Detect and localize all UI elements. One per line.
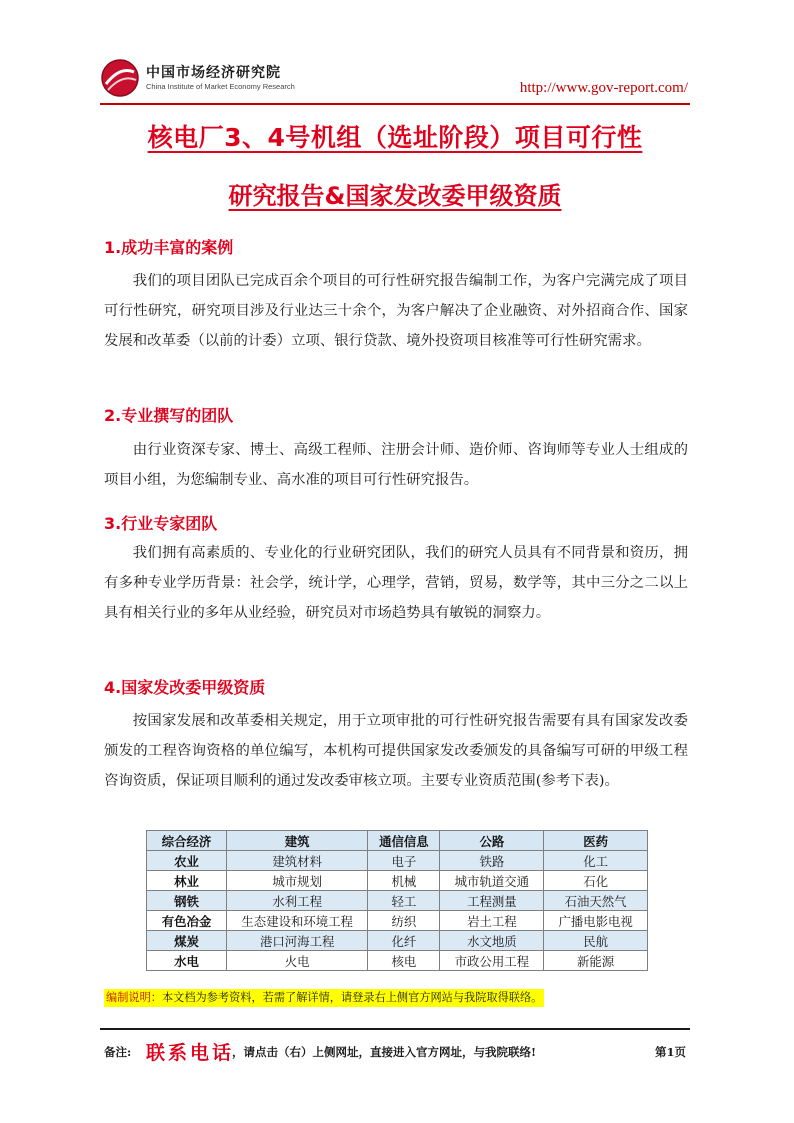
table-cell: 纺织 bbox=[368, 911, 440, 931]
table-cell: 机械 bbox=[368, 871, 440, 891]
table-cell: 有色冶金 bbox=[147, 911, 227, 931]
section-body-qualification: 按国家发展和改革委相关规定，用于立项审批的可行性研究报告需要有具有国家发改委颁发的工程咨询资格的单位编写，本机构可提供国家发改委颁发的具备编写可研的甲级工程咨询资质，保证项目顺利的通过发改委审核立项。主要专业资质范围(参考下表)。 bbox=[104, 713, 688, 789]
table-row bbox=[147, 891, 648, 911]
table-cell: 水电 bbox=[147, 951, 227, 971]
table-cell: 新能源 bbox=[544, 951, 648, 971]
table-row bbox=[147, 851, 648, 871]
table-cell: 核电 bbox=[368, 951, 440, 971]
footer-divider bbox=[100, 1028, 690, 1030]
table-header-cell: 建筑 bbox=[227, 831, 368, 851]
table-header-cell: 综合经济 bbox=[147, 831, 227, 851]
footer-remark-label: 备注: bbox=[104, 1045, 132, 1059]
compile-note bbox=[104, 989, 544, 1007]
table-row bbox=[147, 951, 648, 971]
table-header-cell: 通信信息 bbox=[368, 831, 440, 851]
section-heading-team: 2.专业撰写的团队 bbox=[104, 406, 234, 425]
document-title-line-1: 核电厂3、4号机组（选址阶段）项目可行性 bbox=[147, 123, 643, 152]
institute-name-cn: 中国市场经济研究院 bbox=[146, 65, 281, 81]
qualification-table bbox=[146, 830, 648, 971]
table-row bbox=[147, 931, 648, 951]
table-cell: 建筑材料 bbox=[227, 851, 368, 871]
contact-phone-link[interactable]: 联系电话 bbox=[146, 1042, 235, 1064]
table-header-cell: 医药 bbox=[544, 831, 648, 851]
table-cell: 港口河海工程 bbox=[227, 931, 368, 951]
table-cell: 石油天然气 bbox=[544, 891, 648, 911]
section-body-team: 由行业资深专家、博士、高级工程师、注册会计师、造价师、咨询师等专业人士组成的项目小组，为您编制专业、高水准的项目可行性研究报告。 bbox=[104, 442, 688, 488]
section-heading-cases: 1.成功丰富的案例 bbox=[104, 238, 234, 257]
compile-note-text: 本文档为参考资料，若需了解详情，请登录右上侧官方网站与我院取得联络。 bbox=[161, 991, 543, 1004]
table-row bbox=[147, 911, 648, 931]
table-header-cell: 公路 bbox=[440, 831, 544, 851]
compile-note-label: 编制说明： bbox=[106, 991, 162, 1004]
table-cell: 轻工 bbox=[368, 891, 440, 911]
section-heading-experts: 3.行业专家团队 bbox=[104, 514, 218, 533]
table-cell: 市政公用工程 bbox=[440, 951, 544, 971]
page-number: 第1页 bbox=[654, 1045, 686, 1059]
page-header bbox=[100, 58, 690, 104]
header-divider bbox=[100, 103, 690, 105]
table-cell: 农业 bbox=[147, 851, 227, 871]
page-footer bbox=[104, 1040, 686, 1064]
table-cell: 水文地质 bbox=[440, 931, 544, 951]
table-cell: 生态建设和环境工程 bbox=[227, 911, 368, 931]
institute-name-en: China Institute of Market Economy Research bbox=[146, 82, 295, 91]
institute-logo-icon bbox=[100, 58, 140, 98]
table-cell: 城市规划 bbox=[227, 871, 368, 891]
table-cell: 水利工程 bbox=[227, 891, 368, 911]
table-cell: 工程测量 bbox=[440, 891, 544, 911]
section-body-cases: 我们的项目团队已完成百余个项目的可行性研究报告编制工作，为客户完满完成了项目可行性研究，研究项目涉及行业达三十余个，为客户解决了企业融资、对外招商合作、国家发展和改革委（以前的计委）立项、银行贷款、境外投资项目核准等可行性研究需求。 bbox=[104, 273, 688, 349]
section-heading-qualification: 4.国家发改委甲级资质 bbox=[104, 678, 266, 697]
table-cell: 钢铁 bbox=[147, 891, 227, 911]
table-cell: 化纤 bbox=[368, 931, 440, 951]
website-link[interactable]: http://www.gov-report.com/ bbox=[519, 80, 688, 96]
document-title-line-2: 研究报告&国家发改委甲级资质 bbox=[228, 182, 562, 210]
section-body-experts: 我们拥有高素质的、专业化的行业研究团队，我们的研究人员具有不同背景和资历，拥有多种专业学历背景：社会学，统计学，心理学，营销，贸易，数学等，其中三分之二以上具有相关行业的多年从业经验，研究员对市场趋势具有敏锐的洞察力。 bbox=[104, 545, 688, 621]
table-cell: 广播电影电视 bbox=[544, 911, 648, 931]
footer-instruction: ，请点击（右）上侧网址，直接进入官方网址，与我院联络! bbox=[232, 1045, 537, 1059]
table-cell: 城市轨道交通 bbox=[440, 871, 544, 891]
table-row bbox=[147, 871, 648, 891]
table-cell: 石化 bbox=[544, 871, 648, 891]
table-cell: 民航 bbox=[544, 931, 648, 951]
table-cell: 化工 bbox=[544, 851, 648, 871]
table-cell: 火电 bbox=[227, 951, 368, 971]
table-header-row bbox=[147, 831, 648, 851]
table-cell: 岩土工程 bbox=[440, 911, 544, 931]
table-cell: 林业 bbox=[147, 871, 227, 891]
table-cell: 电子 bbox=[368, 851, 440, 871]
table-cell: 铁路 bbox=[440, 851, 544, 871]
table-cell: 煤炭 bbox=[147, 931, 227, 951]
